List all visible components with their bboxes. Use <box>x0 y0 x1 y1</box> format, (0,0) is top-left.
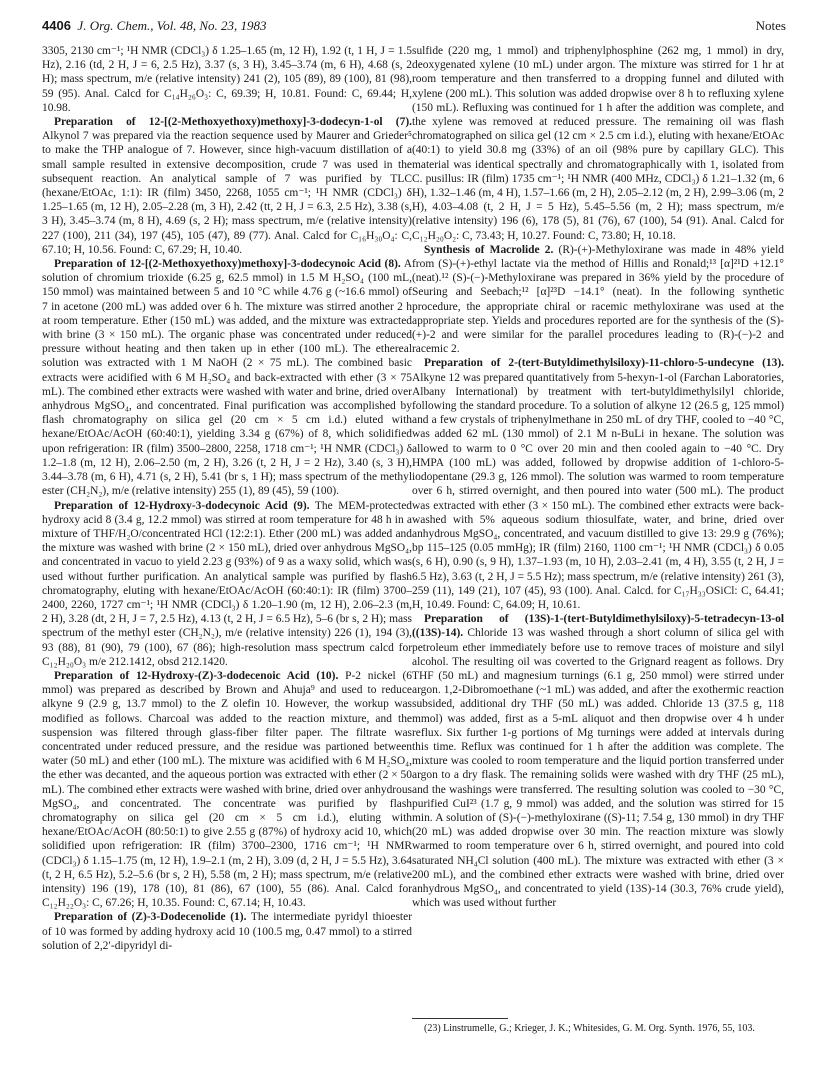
paragraph <box>42 115 412 257</box>
journal-citation: J. Org. Chem., Vol. 48, No. 23, 1983 <box>77 18 267 33</box>
paragraph <box>42 44 412 115</box>
section-heading: Preparation of 12-Hydroxy-3-dodecynoic Acid (9). <box>54 499 310 512</box>
left-column <box>42 44 412 953</box>
section-heading: Synthesis of Macrolide 2. <box>424 243 554 256</box>
footnote-divider <box>412 1018 508 1019</box>
paragraph <box>42 499 412 669</box>
right-column <box>412 44 784 910</box>
paragraph <box>42 669 412 910</box>
paragraph <box>42 257 412 498</box>
section-label: Notes <box>755 18 786 33</box>
section-heading: Preparation of 12-[(2-Methoxyethoxy)methoxy]-3-dodecyn-1-ol (7). <box>54 116 412 129</box>
footnote: (23) Linstrumelle, G.; Krieger, J. K.; Whitesides, G. M. Org. Synth. 1976, 55, 103. <box>424 1023 755 1034</box>
paragraph-text: Chloride 13 was washed through a short column of silica gel with petroleum ether immediately before use to remove traces of moisture and silyl alcohol. The resulting oil was coverted to the Grignard reagent as follows. Dry THF (50 mL) and magnesium turnings (6.1 g, 250 mmol) were stirred under argon. 1,2-Dibromoethane (~1 mL) was added, and after the exothermic reaction subsided, additional dry THF (50 mL) was added. Chloride 13 (37.5 g, 118 mmol) was added, first as a 5-mL aliquot and then dropwise over 4 h under reflux. Six further 1-g portions of Mg turnings were added at intervals during this time. Reflux was continued for 1 h after the addition was complete. The mixture was cooled to room temperature and the liquid portion transferred under argon to a dry flask. The remaining solids were washed with dry THF (25 mL), and the washings were transferred. The resulting solution was cooled to −30 °C, purified CuI²³ (1.7 g, 9 mmol) was added, and the solution was stirred for 15 min. A solution of (S)-(−)-methyloxirane ((S)-11; 7.54 g, 130 mmol) in dry THF (20 mL) was added dropwise over 30 min. The reaction mixture was slowly warmed to room temperature over 6 h, stirred overnight, and poured into cold saturated NH₄Cl solution (400 mL). The mixture was extracted with ether (3 × 200 mL), and the combined ether extracts were washed with brine, dried over anhydrous MgSO₄, and concentrated to yield (13S)-14 (30.3, 76% crude yield), which was used without further <box>412 627 784 910</box>
paragraph <box>412 612 784 910</box>
paragraph-text: 3305, 2130 cm⁻¹; ¹H NMR (CDCl₃) δ 1.25–1.65 (m, 12 H), 1.92 (t, 1 H, J = 1.5 Hz), 2.16 (td, 2 H, J = 6, 2.5 Hz), 3.37 (s, 3 H), 3.45–3.74 (m, 6 H), 4.68 (s, 2 H); mass spectrum, m/e (relative intensity) 241 (2), 105 (89), 89 (100), 81 (98), 59 (95). Anal. Calcd for C₁₄H₂₆O₃: C, 69.39; H, 10.81. Found: C, 69.44; H, 10.98. <box>42 45 412 114</box>
paragraph-text: sulfide (220 mg, 1 mmol) and triphenylphosphine (262 mg, 1 mmol) in dry, deoxygenated xylene (10 mL) under argon. The mixture was stirred for 1 hr at room temperature and then transferred to a dropping funnel and diluted with xylene (200 mL). This solution was added dropwise over 8 h to refluxing xylene (150 mL). Refluxing was continued for 1 h after the addition was complete, and the xylene was removed at reduced pressure. The remaining oil was flash chromatographed on silica gel (12 cm × 2.5 cm i.d.), eluting with hexane/EtOAc (40:1) to yield 30.8 mg (33%) of an oil (98% pure by capillary GLC). This material was identical spectrally and chromatographically with 1, isolated from C. pusillus: IR (film) 1735 cm⁻¹; ¹H NMR (400 MHz, CDCl₃) δ 1.21–1.32 (m, 6 H), 1.32–1.46 (m, 4 H), 1.57–1.66 (m, 2 H), 2.05–2.12 (m, 2 H), 2.99–3.06 (m, 2 H), 4.03–4.08 (t, 2 H, J = 5 Hz), 5.45–5.56 (m, 2 H); mass spectrum, m/e (relative intensity) 196 (6), 178 (5), 81 (76), 67 (100), 54 (91). Anal. Calcd for C₁₂H₂₀O₂: C, 73.43; H, 10.27. Found: C, 73.80; H, 10.18. <box>412 45 784 242</box>
paragraph <box>412 44 784 243</box>
paragraph-text: A solution of chromium trioxide (6.25 g, 62.5 mmol) in 1.5 M H₂SO₄ (100 mL, 150 mmol) was maintained between 5 and 10 °C while 4.76 g (~16.6 mmol) of 7 in acetone (200 mL) was added over 6 h. The mixture was stirred another 2 h at room temperature. Ether (150 mL) was added, and the mixture was extracted with brine (3 × 150 mL). The organic phase was concentrated under reduced pressure without heating and then taken up in ether (100 mL). The ethereal solution was extracted with 1 M NaOH (2 × 75 mL). The combined basic extracts were acidified with 6 M H₂SO₄ and back-extracted with ether (3 × 75 mL). The combined ether extracts were washed with water and brine, dried over anhydrous MgSO₄, and concentrated. Final purification was accomplished by flash chromatography on silica gel (20 cm × 5 cm i.d.) eluted with hexane/EtOAc/AcOH (60:40:1), yielding 3.34 g (67%) of 8, which solidified upon refrigeration: IR (film) 3500–2800, 2258, 1718 cm⁻¹; ¹H NMR (CDCl₃) δ 1.2–1.8 (m, 12 H), 2.06–2.50 (m, 2 H), 3.26 (t, 2 H, J = 2 Hz), 3.40 (s, 3 H), 3.44–3.78 (m, 6 H), 4.71 (s, 2 H), 5.41 (br s, 1 H); mass spectrum of the methyl ester (CH₂N₂), m/e (relative intensity) 255 (1), 89 (45), 59 (100). <box>42 258 412 498</box>
section-heading: Preparation of (Z)-3-Dodecenolide (1). <box>54 911 247 924</box>
paragraph-text: P-2 nickel (6 mmol) was prepared as described by Brown and Ahuja⁹ and used to reduce alkyne 9 (2.9 g, 13.7 mmol) to the Z olefin 10. However, the workup was modified as follows. Charcoal was added to the reaction mixture, and the suspension was filtered through glass-fiber filter paper. The filtrate was concentrated under reduced pressure, and the residue was partioned between water (50 mL) and ether (100 mL). The mixture was acidified with 6 M H₂SO₄, the ether was decanted, and the aqueous portion was extracted with ether (2 × 50 mL). The combined ether extracts were washed with brine, dried over anhydrous MgSO₄, and concentrated. The concentrate was purified by flash chromatography on silica gel (20 cm × 5 cm i.d.), eluting with hexane/EtOAc/AcOH (80:50:1) to give 2.55 g (87%) of hydroxy acid 10, which solidified upon refrigeration: IR (film) 3700–2300, 1716 cm⁻¹; ¹H NMR (CDCl₃) δ 1.15–1.75 (m, 12 H), 1.9–2.1 (m, 2 H), 3.09 (d, 2 H, J = 5.5 Hz), 3.64 (t, 2 H, 6.5 Hz), 5.2–5.6 (br s, 2 H), 5.58 (m, 2 H); mass spectrum, m/e (relative intensity) 196 (19), 178 (10), 81 (86), 67 (100), 55 (86). Anal. Calcd for C₁₂H₂₂O₃: C, 67.26; H, 10.35. Found: C, 67.14; H, 10.43. <box>42 669 412 910</box>
section-heading: Preparation of 2-(tert-Butyldimethylsiloxy)-11-chloro-5-undecyne (13). <box>424 357 784 370</box>
paragraph-text: Alkynol 7 was prepared via the reaction sequence used by Maurer and Grieder⁵ to make the THP analogue of 7. However, since high-vacuum distillation of a small sample resulted in extensive decomposition, crude 7 was used in the subsequent reaction. An analytical sample of 7 was purified by TLC (hexane/EtOAc, 1:1): IR (film) 3450, 2268, 1055 cm⁻¹; ¹H NMR (CDCl₃) δ 1.25–1.65 (m, 12 H), 2.05–2.28 (m, 3 H), 2.42 (tt, 2 H, J = 6.3, 2.5 Hz), 3.38 (s, 3 H), 3.45–3.74 (m, 8 H), 4.69 (s, 2 H); mass spectrum, m/e (relative intensity) 227 (100), 211 (34), 197 (45), 105 (47), 89 (77). Anal. Calcd for C₁₆H₃₀O₄: C, 67.10; H, 10.56. Found: C, 67.29; H, 10.40. <box>42 130 412 256</box>
running-header <box>42 18 786 38</box>
section-heading: Preparation of 12-Hydroxy-(Z)-3-dodecenoic Acid (10). <box>54 669 339 682</box>
section-heading: Preparation of 12-[(2-Methoxyethoxy)methoxy]-3-dodecynoic Acid (8). <box>54 258 401 271</box>
section-heading: Preparation of (13S)-1-(tert-Butyldimethylsiloxy)-5-tetradecyn-13-ol ((13S)-14). <box>412 613 784 640</box>
paragraph-text: (R)-(+)-Methyloxirane was made in 48% yield from (S)-(+)-ethyl lactate via the method of Hillis and Ronald;¹³ [α]²¹D +12.1° (neat).¹² (S)-(−)-Methyloxirane was prepared in 36% yield by the procedure of Seuring and Seebach;¹² [α]²³D −14.1° (neat). In the following synthetic procedure, the appropriate chiral or racemic methyloxirane was used at the appropriate step. Yields and procedures reported are for the synthesis of the (S)-(+)-2 and were similar for the parallel procedures leading to (R)-(−)-2 and racemic 2. <box>412 243 784 356</box>
page-number: 4406 <box>42 18 71 33</box>
paragraph <box>412 356 784 612</box>
paragraph-text: The MEM-protected hydroxy acid 8 (3.4 g, 12.2 mmol) was stirred at room temperature for 48 h in a mixture of THF/H₂O/concentrated HCl (12:2:1). Ether (200 mL) was added and the mixture was washed with brine (2 × 150 mL), dried over anhydrous MgSO₄, and concentrated in vacuo to yield 2.23 g (93%) of 9 as a waxy solid, which was used without further purification. An analytical sample was purified by flash chromatography, eluting with hexane/EtOAc/AcOH (60:40:1): IR (film) 3700–2400, 2260, 1727 cm⁻¹; ¹H NMR (CDCl₃) δ 1.20–1.90 (m, 12 H), 2.06–2.3 (m, 2 H), 3.28 (dt, 2 H, J = 7, 2.5 Hz), 4.13 (t, 2 H, J = 6.5 Hz), 5–6 (br s, 2 H); mass spectrum of the methyl ester (CH₂N₂), m/e (relative intensity) 226 (1), 194 (3), 93 (88), 81 (90), 79 (100), 67 (86); high-resolution mass spectrum calcd for C₁₂H₂₀O₃ m/e 212.1412, obsd 212.1420. <box>42 499 412 668</box>
paragraph <box>412 243 784 357</box>
paragraph-text: The intermediate pyridyl thioester of 10 was formed by adding hydroxy acid 10 (100.5 mg, 0.47 mmol) to a stirred solution of 2,2′-dipyridyl di- <box>42 911 412 952</box>
paragraph-text: Alkyne 12 was prepared quantitatively from 5-hexyn-1-ol (Farchan Laboratories, Albany International) by treatment with tert-butyldimethylsilyl chloride, following the standard procedure. To a solution of alkyne 12 (26.5 g, 125 mmol) and a few crystals of triphenylmethane in 250 mL of dry THF, cooled to −40 °C, was added 62 mL (130 mmol) of 2.1 M n-BuLi in hexane. The solution was allowed to warm to 0 °C over 20 min and then cooled again to −40 °C. Dry HMPA (100 mL) was added, followed by dropwise addition of 1-chloro-5-iodopentane (29.3 g, 126 mmol). The solution was warmed to room temperature over 6 h, stirred overnight, and then poured into water (500 mL). The product was extracted with ether (3 × 150 mL). The combined ether extracts were back-washed with 5% aqueous sodium thiosulfate, water, and brine, dried over anhydrous MgSO₄, concentrated, and vacuum distilled to give 13: 29.9 g (76%); bp 115–125 (0.05 mmHg); IR (film) 2160, 1100 cm⁻¹; ¹H NMR (CDCl₃) δ 0.05 (s, 6 H), 0.90 (s, 9 H), 1.37–1.93 (m, 10 H), 2.03–2.41 (m, 4 H), 3.55 (t, 2 H, J = 6.5 Hz), 3.63 (t, 2 H, J = 5.5 Hz); mass spectrum, m/e (relative intensity) 261 (3), 259 (11), 149 (21), 107 (45), 93 (100). Anal. Calcd. for C₁₇H₃₃OSiCl: C, 64.41; H, 10.49. Found: C, 64.09; H, 10.61. <box>412 371 784 611</box>
header-left <box>42 18 267 34</box>
paragraph <box>42 910 412 953</box>
